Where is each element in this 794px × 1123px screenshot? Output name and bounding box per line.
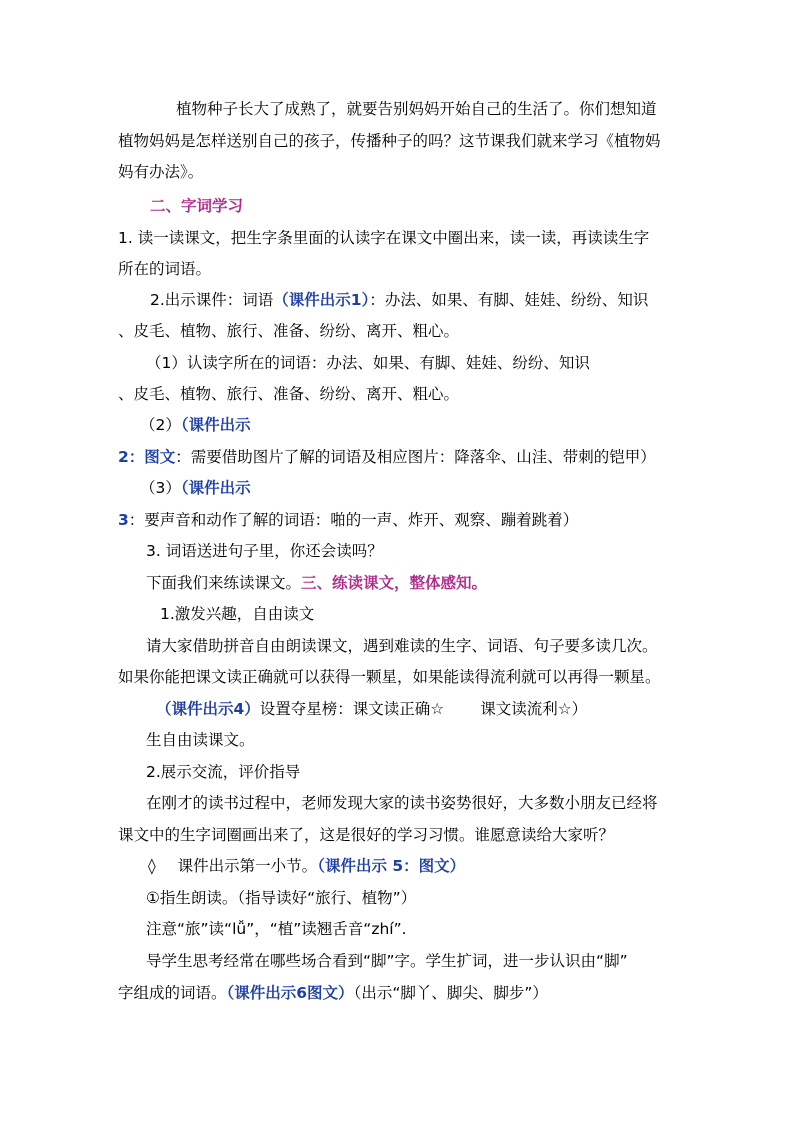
guided-reading-line: ①指生朗读。（指导读好“旅行、植物”） <box>146 889 417 907</box>
sub-3-line-1 <box>140 477 251 499</box>
courseware-tag-1: （课件出示1） <box>273 291 370 309</box>
step-3-line: 3. 词语送进句子里，你还会读吗？ <box>146 542 383 560</box>
paragraph-intro-line-3: 妈有办法》。 <box>118 163 204 181</box>
pronunciation-note-line: 注意“旅”读“lǚ”，“植”读翘舌音“zhí”. <box>146 920 407 938</box>
step-2-line-2: 、皮毛、植物、旅行、准备、纷纷、离开、粗心。 <box>118 322 460 340</box>
sub-3-line-2 <box>118 509 578 531</box>
section-one-text: 课件出示第一小节。 <box>177 857 318 875</box>
sub-1-line-1: （1）认读字所在的词语：办法、如果、有脚、娃娃、纷纷、知识 <box>146 354 590 372</box>
courseware-tag-2: （课件出示 <box>180 416 251 434</box>
thinking-text: 字组成的词语。 <box>118 984 227 1002</box>
sub-3-number: （3） <box>140 479 181 497</box>
paragraph-intro-line-2: 植物妈妈是怎样送别自己的孩子，传播种子的吗？这节课我们就来学习《植物妈 <box>118 132 661 150</box>
step-2-words: ：办法、如果、有脚、娃娃、纷纷、知识 <box>369 291 649 309</box>
step-2-line-1 <box>150 289 648 311</box>
section-heading-reading: 三、练读课文，整体感知。 <box>301 574 488 592</box>
sub-2-line-2 <box>118 446 656 468</box>
show-words-text: （出示“脚丫、脚尖、脚步”） <box>353 984 548 1002</box>
sub-3-words: ：要声音和动作了解的词语：啪的一声、炸开、观察、蹦着跳着） <box>128 511 579 529</box>
paragraph-intro-line-1: 植物种子长大了成熟了，就要告别妈妈开始自己的生活了。你们想知道 <box>176 100 657 118</box>
step-1-line-1: 1. 读一读课文，把生字条里面的认读字在课文中圈出来，读一读，再读读生字 <box>118 229 650 247</box>
sub-1-line-2: 、皮毛、植物、旅行、准备、纷纷、离开、粗心。 <box>118 385 460 403</box>
courseware-tag-3-suffix: 3 <box>118 511 129 529</box>
thinking-line-1: 导学生思考经常在哪些场合看到“脚”字。学生扩词，进一步认识由“脚” <box>146 952 628 970</box>
star-board-text: 设置夺星榜：课文读正确☆ <box>259 700 445 718</box>
reading-step-2-line-1: 在刚才的读书过程中，老师发现大家的读书姿势很好，大多数小朋友已经将 <box>146 794 658 812</box>
sub-2-words: ：需要借助图片了解的词语及相应图片：降落伞、山洼、带刺的铠甲） <box>175 448 656 466</box>
sub-2-number: （2） <box>140 416 181 434</box>
reading-step-1-title: 1.激发兴趣，自由读文 <box>160 605 315 623</box>
diamond-bullet-icon: ◊ <box>148 857 156 875</box>
transition-text: 下面我们来练读课文。 <box>146 574 302 592</box>
reading-step-1-line-1: 请大家借助拼音自由朗读课文，遇到难读的生字、词语、句子要多读几次。 <box>146 637 658 655</box>
step-2-label: 2.出示课件：词语 <box>150 291 274 309</box>
transition-line <box>146 572 487 594</box>
courseware-tag-4: （课件出示4） <box>156 700 260 718</box>
sub-2-line-1 <box>140 414 251 436</box>
thinking-line-2 <box>118 982 548 1004</box>
reading-step-1-line-2: 如果你能把课文读正确就可以获得一颗星，如果能读得流利就可以再得一颗星。 <box>118 668 661 686</box>
star-board-fluent: 课文读流利☆） <box>480 700 588 718</box>
courseware-5-line <box>148 855 465 877</box>
courseware-tag-3: （课件出示 <box>180 479 251 497</box>
reading-step-2-line-2: 课文中的生字词圈画出来了，这是很好的学习习惯。谁愿意读给大家听？ <box>118 826 615 844</box>
courseware-4-line <box>156 698 587 720</box>
courseware-tag-5: （课件出示 5：图文） <box>317 857 466 875</box>
courseware-tag-6: （课件出示6图文） <box>226 984 354 1002</box>
self-reading-line: 生自由读课文。 <box>146 731 255 749</box>
step-1-line-2: 所在的词语。 <box>118 260 212 278</box>
section-heading-vocabulary: 二、字词学习 <box>150 197 244 215</box>
reading-step-2-title: 2.展示交流，评价指导 <box>146 763 301 781</box>
courseware-tag-2-suffix: 2：图文 <box>118 448 176 466</box>
